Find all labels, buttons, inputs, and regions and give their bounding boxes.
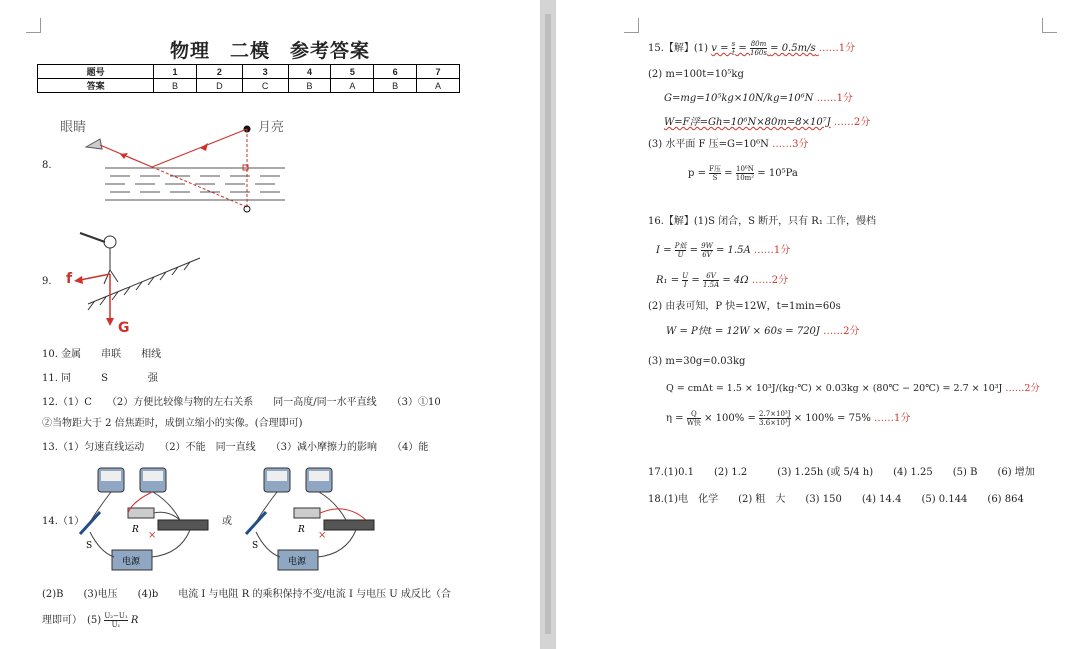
fraction — [709, 165, 721, 182]
table-cell: C — [242, 79, 288, 93]
formula-result: = 10⁵Pa — [757, 168, 798, 179]
formula-text: p = — [688, 168, 710, 179]
q14-fraction — [104, 612, 127, 629]
fraction-numerator: P低 — [674, 242, 687, 250]
eye-icon — [86, 139, 102, 149]
formula-text: R₁ = — [656, 275, 683, 286]
formula-text: (3) 水平面 F 压=G=10⁶N — [648, 139, 769, 150]
friction-arrow — [80, 274, 110, 280]
switch — [246, 512, 266, 534]
g-label: G — [118, 320, 130, 336]
q18-answer: 18.(1)电 化学 (2) 粗 大 (3) 150 (4) 14.4 (5) 0.144 (6) 864 — [648, 494, 1024, 505]
resistor-label: R — [132, 525, 139, 535]
answer-table — [37, 64, 460, 93]
fraction-numerator: U — [682, 272, 689, 280]
q16-6 — [666, 382, 1040, 396]
table-cell: 5 — [331, 65, 374, 79]
score-mark: ……2分 — [1005, 383, 1040, 394]
score-mark: ……1分 — [818, 43, 856, 54]
fraction-denominator: 10m² — [735, 174, 755, 182]
cross-mark: × — [318, 530, 327, 541]
formula-result: × 100% = 75% — [793, 413, 871, 424]
rheostat — [324, 520, 374, 530]
fraction — [736, 165, 754, 182]
cross-mark: × — [148, 530, 157, 541]
slope-hatching — [88, 262, 190, 310]
fraction — [732, 40, 736, 57]
fraction — [759, 410, 791, 427]
meter-face — [267, 471, 287, 481]
fraction-denominator: U₁ — [111, 621, 121, 629]
table-cell: 4 — [288, 65, 331, 79]
table-cell: B — [154, 79, 197, 93]
resistor — [294, 508, 320, 518]
rheostat — [158, 520, 208, 530]
crop-mark — [26, 18, 41, 33]
q15-2c — [664, 116, 870, 130]
fraction-denominator: U — [677, 251, 684, 259]
score-mark: ……1分 — [816, 93, 853, 104]
crop-mark — [624, 18, 639, 33]
crop-mark — [1042, 18, 1057, 33]
q12-answer-line1: 12.（1）C （2）方便比较像与物的左右关系 同一高度/同一水平直线 （3）①10 — [42, 397, 441, 408]
q16-7 — [666, 410, 910, 427]
figure-leg — [104, 270, 110, 284]
fraction-numerator: 80m — [750, 40, 767, 48]
fraction-numerator: U₂−U₁ — [104, 612, 128, 620]
formula-text: × 100% = — [704, 413, 760, 424]
fraction-denominator: 1.5A — [702, 281, 720, 289]
gutter-bar — [545, 14, 551, 634]
pole — [80, 233, 105, 242]
q15-head: 15.【解】(1) — [648, 43, 709, 54]
q10-answer: 10. 金属 串联 相线 — [42, 349, 162, 360]
fraction — [703, 272, 719, 289]
fraction-numerator: 2.7×10³J — [759, 410, 791, 418]
doc-title: 物理 二模 参考答案 — [169, 40, 370, 62]
meter-face — [309, 471, 329, 481]
table-row — [38, 65, 460, 79]
image-line — [152, 167, 247, 207]
fraction-denominator: t — [732, 49, 735, 57]
gravity-arrowhead — [106, 318, 114, 326]
q15-2a: (2) m=100t=10⁵kg — [648, 69, 744, 80]
fraction-numerator: 6V — [703, 272, 719, 281]
q9-force-diagram — [60, 228, 210, 338]
formula-text: I = — [656, 245, 675, 256]
page-gutter — [540, 0, 556, 649]
score-mark: ……2分 — [751, 275, 789, 286]
q14-number: 14.（1） — [42, 516, 85, 527]
q14-line3-text: 理即可） (5) — [42, 615, 102, 626]
q15-3b: p = $\frac{\text{F压}}{S}$ = $\frac{\text{10⁶N}}{\text{10m²}}$ = 10⁵Pa — [688, 165, 798, 182]
switch-label: S — [252, 541, 259, 551]
resistor-label: R — [298, 525, 305, 535]
q16-5: (3) m=30g=0.03kg — [648, 356, 746, 367]
fraction-denominator: S — [712, 174, 718, 182]
figure-head — [104, 236, 116, 248]
score-mark: ……1分 — [753, 245, 791, 256]
formula-text: Q = cmΔt = 1.5 × 10³J/(kg·℃) × 0.03kg × (80℃ − 20℃) = 2.7 × 10³J — [666, 383, 1003, 394]
fraction-denominator: 6V — [702, 251, 712, 259]
formula-result: = 0.5m/s — [770, 43, 816, 54]
formula-text: W = P快t = 12W × 60s = 720J — [666, 326, 820, 337]
q15-line1 — [648, 40, 855, 57]
eye-label: 眼睛 — [60, 120, 87, 135]
moon-label: 月亮 — [258, 120, 285, 135]
q13-answer: 13.（1）匀速直线运动 （2）不能 同一直线 （3）减小摩擦力的影响 （4）能 — [42, 442, 429, 453]
table-cell: 3 — [242, 65, 288, 79]
circuit-diagram-1 — [70, 462, 220, 577]
score-mark: ……3分 — [772, 139, 809, 150]
q9-number: 9. — [42, 276, 52, 287]
water-surface — [105, 168, 285, 200]
table-cell: 7 — [417, 65, 460, 79]
score-mark: ……1分 — [874, 413, 911, 424]
q16-2: R₁ = $\frac{U}{I}$ = $\frac{6V}{1.5A}$ = 4Ω ……2分 — [656, 272, 789, 289]
table-cell: 答案 — [38, 79, 154, 93]
fraction-denominator: I — [683, 281, 687, 289]
formula-text: G=mg=10⁵kg×10N/kg=10⁶N — [664, 93, 814, 104]
fraction-denominator: W快 — [686, 419, 701, 427]
right-page — [556, 0, 1080, 649]
fraction-numerator: 9W — [701, 242, 713, 250]
table-cell: A — [331, 79, 374, 93]
q14-line3-r: R — [130, 615, 139, 626]
fraction-numerator: s — [731, 40, 736, 48]
incident-ray — [152, 129, 247, 167]
table-cell: B — [374, 79, 417, 93]
q16-head: 16.【解】(1)S 闭合，S 断开，只有 R₁ 工作，慢档 — [648, 216, 877, 227]
switch-label: S — [86, 541, 93, 551]
score-mark: ……2分 — [823, 326, 860, 337]
fraction — [682, 272, 688, 289]
table-cell: D — [196, 79, 242, 93]
fraction-numerator: F压 — [709, 165, 721, 173]
meter-face — [101, 471, 121, 481]
fraction — [675, 242, 687, 259]
q14-answer-line2: (2)B (3)电压 (4)b 电流 I 与电阻 R 的乘积保持不变/电流 I 与电压 U 成反比（合 — [42, 589, 451, 600]
fraction — [750, 40, 767, 57]
fraction-numerator: 10⁶N — [736, 165, 754, 173]
q12-answer-line2: ②当物距大于 2 倍焦距时，成倒立缩小的实像。(合理即可) — [42, 418, 303, 429]
formula-result: = 4Ω — [722, 275, 749, 286]
q11-answer: 11. 同 S 强 — [42, 373, 158, 384]
score-mark: ……2分 — [833, 117, 871, 128]
q15-1-formula: v = $\frac{s}{t}$ = $\frac{80m}{160s}$ = 0.5m/s — [711, 40, 816, 57]
table-cell: 1 — [154, 65, 197, 79]
power-label: 电源 — [288, 557, 307, 567]
q16-4 — [666, 325, 860, 339]
fraction-denominator: 3.6×10³J — [759, 419, 791, 427]
power-label: 电源 — [122, 557, 141, 567]
q8-number: 8. — [42, 160, 52, 171]
table-cell: B — [288, 79, 331, 93]
circuit-diagram-2 — [236, 462, 386, 577]
meter-face — [143, 471, 163, 481]
q14-answer-line3 — [42, 612, 138, 629]
q15-2b — [664, 92, 853, 106]
table-cell: A — [417, 79, 460, 93]
fraction-numerator: Q — [687, 410, 701, 419]
q16-1: I = $\frac{\text{P低}}{U}$ = $\frac{9W}{6V}$ = 1.5A ……1分 — [656, 242, 791, 259]
formula-text: W=F浮=Gh=10⁶N×80m=8×10⁷J — [664, 117, 831, 128]
fraction-denominator: 160s — [750, 49, 767, 57]
q17-answer: 17.(1)0.1 (2) 1.2 (3) 1.25h (或 5/4 h) (4) 1.25 (5) B (6) 增加 — [648, 467, 1035, 478]
table-cell: 题号 — [38, 65, 154, 79]
fraction — [687, 410, 701, 427]
q14-or: 或 — [222, 516, 232, 527]
figure-leg — [110, 270, 118, 282]
q8-reflection-diagram — [60, 115, 320, 220]
fraction — [701, 242, 713, 259]
f-label: f — [66, 271, 73, 287]
q15-3a — [648, 138, 808, 152]
table-cell: 2 — [196, 65, 242, 79]
formula-text: v = — [711, 43, 732, 54]
switch — [80, 512, 100, 534]
formula-result: = 1.5A — [716, 245, 751, 256]
friction-arrowhead — [74, 276, 83, 284]
resistor — [128, 508, 154, 518]
table-row — [38, 79, 460, 93]
formula-text: η = — [666, 413, 687, 424]
q16-3: (2) 由表可知，P 快=12W，t=1min=60s — [648, 301, 841, 312]
table-cell: 6 — [374, 65, 417, 79]
